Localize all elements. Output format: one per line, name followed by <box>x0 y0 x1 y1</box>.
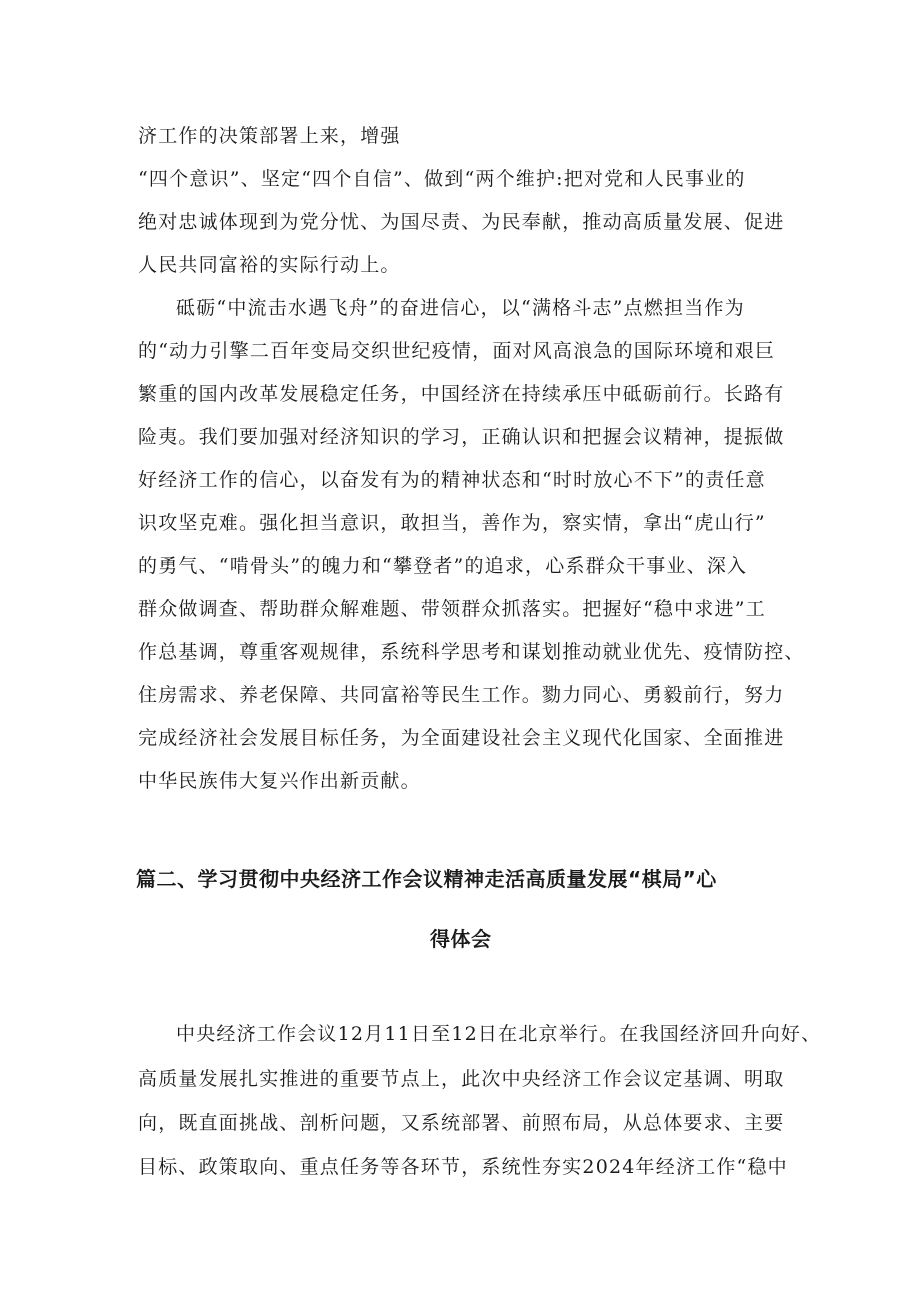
section-heading: 篇二、学习贯彻中央经济工作会议精神走活高质量发展“棋局”心 <box>136 867 717 891</box>
paragraph-line: 作总基调，尊重客观规律，系统科学思考和谋划推动就业优先、疫情防控、 <box>138 641 805 663</box>
paragraph-line: 向，既直面挑战、剖析问题，又系统部署、前照布局，从总体要求、主要 <box>138 1112 785 1134</box>
paragraph-line: 绝对忠诚体现到为党分忧、为国尽责、为民奉献，推动高质量发展、促进 <box>138 211 785 233</box>
paragraph-line: 的勇气、“啃骨头”的魄力和“攀登者”的追求，心系群众干事业、深入 <box>138 555 748 577</box>
paragraph-line: 完成经济社会发展目标任务，为全面建设社会主义现代化国家、全面推进 <box>138 727 785 749</box>
paragraph-line: 识攻坚克难。强化担当意识，敢担当，善作为，察实情，拿出“虎山行” <box>138 512 766 534</box>
paragraph-line: 好经济工作的信心，以奋发有为的精神状态和“时时放心不下”的责任意 <box>138 469 766 491</box>
paragraph-line: 群众做调查、帮助群众解难题、带领群众抓落实。把握好“稳中求进”工 <box>138 598 766 620</box>
section-heading-continuation: 得体会 <box>430 927 492 951</box>
paragraph-line: 人民共同富裕的实际行动上。 <box>138 254 401 276</box>
paragraph-line: 目标、政策取向、重点任务等各环节，系统性夯实2024年经济工作“稳中 <box>138 1156 788 1178</box>
paragraph-line: 险夷。我们要加强对经济知识的学习，正确认识和把握会议精神，提振做 <box>138 426 785 448</box>
paragraph-line: 的“动力引擎二百年变局交织世纪疫情，面对风高浪急的国际环境和艰巨 <box>138 340 776 362</box>
paragraph-line: 高质量发展扎实推进的重要节点上，此次中央经济工作会议定基调、明取 <box>138 1068 785 1090</box>
paragraph-line: 济工作的决策部署上来，增强 <box>138 125 401 147</box>
paragraph-line: 砥砺“中流击水遇飞舟”的奋进信心，以“满格斗志”点燃担当作为 <box>176 297 745 319</box>
paragraph-line: 中华民族伟大复兴作出新贡献。 <box>138 770 421 792</box>
paragraph-line: “四个意识”、坚定“四个自信”、做到“两个维护:把对党和人民事业的 <box>138 168 746 190</box>
paragraph-line: 繁重的国内改革发展稳定任务，中国经济在持续承压中砥砺前行。长路有 <box>138 383 785 405</box>
paragraph-line: 中央经济工作会议12月11日至12日在北京举行。在我国经济回升向好、 <box>176 1023 822 1045</box>
paragraph-line: 住房需求、养老保障、共同富裕等民生工作。勠力同心、勇毅前行，努力 <box>138 684 785 706</box>
